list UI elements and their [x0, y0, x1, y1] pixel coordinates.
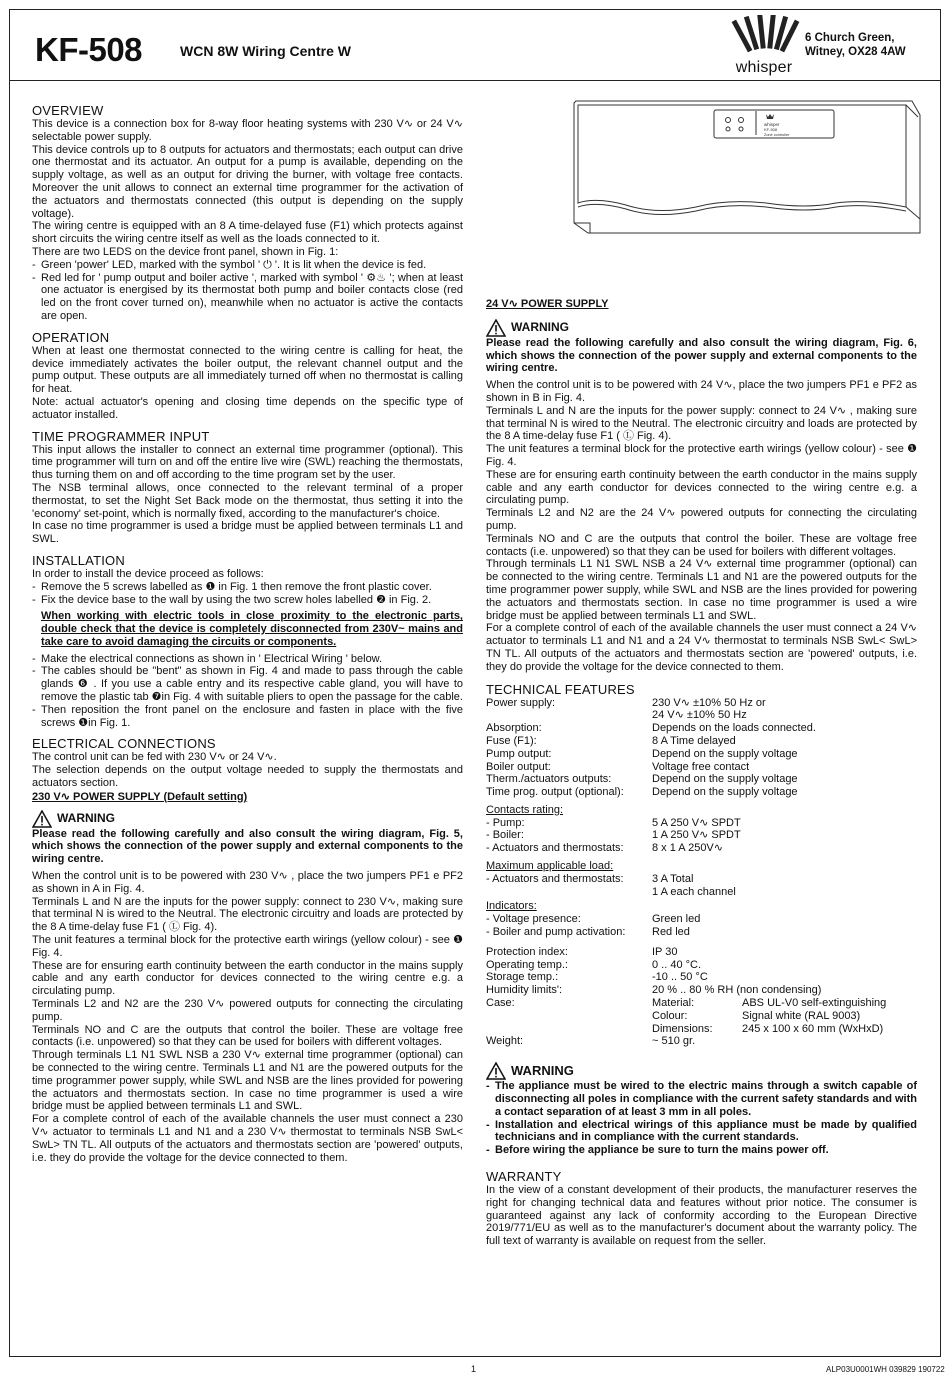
spec-key: - Voltage presence:: [486, 913, 581, 926]
spec-value: 230 V∿ ±10% 50 Hz or: [652, 696, 766, 709]
wiring-centre-drawing: [566, 95, 936, 245]
device-illustration: [566, 95, 936, 245]
list-item: - Make the electrical connections as shown in ' Electrical Wiring ' below.: [32, 653, 463, 666]
power-supply-24-subheading: 24 V∿ POWER SUPPLY: [486, 298, 609, 310]
paragraph: When at least one thermostat connected to the wiring centre is calling for heat, the device immediately activates the boiler output, the relevant channel output and the pump output. These outputs are all immediately turned off when no thermostat is calling for heat.: [32, 344, 463, 396]
spec-value: Colour:: [652, 1009, 688, 1022]
list-item: - Red led for ' pump output and boiler active ', marked with symbol ' ⚙♨ '; when at least one actuator is energised by its thermostat both pump and boiler contacts close (red led on the front cover turned on), meanwhile when no actuator is active the contacts are open.: [32, 272, 463, 323]
document-code: ALP03U0001WH 039829 190722: [826, 1365, 945, 1374]
table-row: [486, 773, 917, 786]
list-item: - Before wiring the appliance be sure to turn the mains power off.: [486, 1144, 917, 1157]
table-row: [486, 971, 917, 984]
spec-key: Humidity limits':: [486, 984, 563, 997]
spec-value: 5 A 250 V∿ SPDT: [652, 816, 741, 829]
device-name-text: Zone controller: [764, 133, 790, 137]
spec-key: [486, 1010, 652, 1023]
spec-value: Depend on the supply voltage: [652, 786, 798, 799]
address-line: 6 Church Green,: [805, 32, 895, 44]
spec-value: 1 A 250 V∿ SPDT: [652, 829, 741, 842]
table-row: [486, 842, 917, 855]
address-line: Witney, OX28 4AW: [805, 46, 906, 58]
spec-value: Green led: [652, 913, 701, 926]
spec-key: Therm./actuators outputs:: [486, 773, 612, 786]
spec-value: 245 x 100 x 60 mm (WxHxD): [742, 1022, 884, 1035]
spec-value: 3 A Total: [652, 872, 694, 885]
table-row: [486, 984, 917, 997]
final-warning-list: [486, 1080, 917, 1157]
spec-key: Weight:: [486, 1035, 524, 1048]
left-column: [32, 103, 463, 1164]
spec-value: IP 30: [652, 945, 678, 958]
table-row: [486, 913, 917, 926]
warning-text: Please read the following carefully and also consult the wiring diagram, Fig. 6, which shows the connection of the power supply and external components to the wiring centre.: [486, 336, 917, 375]
device-brand-text: whisper: [764, 122, 780, 127]
spec-key: [486, 1023, 652, 1036]
paragraph: The NSB terminal allows, once connected to the relevant terminal of a proper thermostat, to set the Night Set Back mode on the thermostat, thus setting it into the 'economy' set-point, which is normally fixed, according to the manufacturer's choice.: [32, 481, 463, 520]
table-row: [486, 1023, 917, 1036]
paragraph: Through terminals L1 N1 SWL NSB a 230 V∿ external time programmer (optional) can be connected to the wiring centre. Terminals L1 and N1 are the powered outputs for the time programmer power supply, while SWL and NSB are the lines provided for powering the actuators and thermostats section. In case no time programmer is used a wire bridge must be applied between terminals L1 and SWL.: [32, 1049, 463, 1113]
spec-value: Material:: [652, 997, 695, 1010]
paragraph: Terminals L and N are the inputs for the power supply: connect to 230 V∿, making sure that terminal N is wired to the Neutral. The electronic circuitry and loads are protected by the 8 A time-delay fuse F1 ( Ⓛ Fig. 4).: [32, 895, 463, 934]
spec-key: Case:: [486, 997, 515, 1010]
table-row: [486, 748, 917, 761]
electrical-heading: ELECTRICAL CONNECTIONS: [32, 736, 216, 752]
warning-label: WARNING: [57, 811, 115, 826]
spec-value: Depend on the supply voltage: [652, 747, 798, 760]
warning-text: Please read the following carefully and also consult the wiring diagram, Fig. 5, which shows the connection of the power supply and external components to the wiring centre.: [32, 827, 463, 866]
spec-key: Absorption:: [486, 722, 542, 735]
table-row: [486, 786, 917, 799]
spec-key: Time prog. output (optional):: [486, 786, 624, 799]
indicators-heading: Indicators:: [486, 900, 537, 913]
company-address: [805, 31, 906, 59]
paragraph: When the control unit is to be powered with 24 V∿, place the two jumpers PF1 e PF2 as shown in B in Fig. 4.: [486, 379, 917, 404]
spec-value: 24 V∿ ±10% 50 Hz: [652, 709, 747, 722]
paragraph: This input allows the installer to connect an external time programmer (optional). This time programmer will turn on and off the entire live wire (SWL) reaching the thermostats, thus turning them on and off according to the time program set by the user.: [32, 443, 463, 482]
warning-triangle-icon: [486, 1062, 506, 1080]
spec-value: ~ 510 gr.: [652, 1035, 696, 1048]
spec-key: - Boiler and pump activation:: [486, 926, 626, 939]
list-item: - Remove the 5 screws labelled as ❶ in Fig. 1 then remove the front plastic cover.: [32, 581, 463, 594]
spec-table: [486, 946, 917, 997]
spec-value: 0 .. 40 °C.: [652, 958, 702, 971]
list-item: - Fix the device base to the wall by using the two screw holes labelled ❷ in Fig. 2.: [32, 594, 463, 607]
paragraph: When the control unit is to be powered with 230 V∿ , place the two jumpers PF1 e PF2 as shown in A in Fig. 4.: [32, 870, 463, 895]
spec-key: [486, 709, 652, 722]
paragraph: Note: actual actuator's opening and closing time depends on the specific type of actuator installed.: [32, 395, 463, 421]
list-item: - Then reposition the front panel on the enclosure and fasten in place with the five screws ❶in Fig. 1.: [32, 704, 463, 730]
spec-table: [486, 913, 917, 939]
spec-value: 8 A Time delayed: [652, 734, 736, 747]
warning-label: WARNING: [511, 320, 569, 335]
warning-title: [32, 810, 463, 828]
paragraph: Terminals L2 and N2 are the 24 V∿ powered outputs for connecting the circulating pump.: [486, 507, 917, 532]
spec-value: Red led: [652, 926, 690, 939]
spec-value: Voltage free contact: [652, 760, 750, 773]
paragraph: Terminals NO and C are the outputs that control the boiler. These are voltage free contacts (i.e. unpowered) so that they can be used for boilers with different voltages.: [32, 1023, 463, 1049]
contacts-rating-heading: Contacts rating:: [486, 803, 564, 816]
spec-key: Storage temp.:: [486, 971, 559, 984]
paragraph: The unit features a terminal block for the protective earth wirings (yellow colour) - see ❶ Fig. 4.: [32, 934, 463, 959]
spec-key: - Actuators and thermostats:: [486, 842, 624, 855]
table-row: [486, 709, 917, 722]
install-steps-list: [32, 653, 463, 730]
led-list: [32, 259, 463, 323]
model-number: KF-508: [35, 31, 143, 68]
paragraph: Terminals L and N are the inputs for the power supply: connect to 24 V∿ , making sure that terminal N is wired to the Neutral. The electronic circuitry and loads are protected by the 8 A time-delay fuse F1 ( Ⓛ Fig. 4).: [486, 404, 917, 443]
right-column: [486, 298, 917, 1248]
operation-heading: OPERATION: [32, 329, 110, 345]
paragraph: The unit features a terminal block for the protective earth wirings (yellow colour) - see ❶ Fig. 4.: [486, 443, 917, 468]
table-row: [486, 873, 917, 886]
paragraph: This device controls up to 8 outputs for actuators and thermostats; each output can drive one thermostat and its actuator. An output for a pump is available, depending on the supply voltage, as well as an output for driving the burner, with voltage free contacts. Moreover the unit allows to connect an external time programmer for the activation of the actuators and thermostats connected (this output is depending on the supply voltage).: [32, 143, 463, 220]
paragraph: Terminals L2 and N2 are the 230 V∿ powered outputs for connecting the circulating pump.: [32, 998, 463, 1023]
list-item: - The cables should be "bent" as shown in Fig. 4 and made to pass through the cable glands ❻ . If you use a cable entry and its respective cable gland, you will have to remove the plastic tab ❼in Fig. 4 with suitable pliers to open the passage for the cable.: [32, 665, 463, 703]
table-row: [486, 761, 917, 774]
spec-key: [486, 886, 652, 899]
table-row: [486, 959, 917, 972]
spec-table: [486, 817, 917, 855]
device-model-text: KF-508: [764, 127, 778, 132]
case-spec-table: [486, 997, 917, 1035]
safety-note: When working with electric tools in close proximity to the electronic parts, double check that the device is completely disconnected from 230V~ mains and take care to avoid damaging the circuits or components.: [41, 610, 463, 648]
spec-key: Protection index:: [486, 945, 568, 958]
spec-key: - Actuators and thermostats:: [486, 872, 624, 885]
spec-value: Depends on the loads connected.: [652, 722, 816, 735]
spec-table: [486, 873, 917, 899]
spec-value: 1 A each channel: [652, 885, 736, 898]
paragraph: Terminals NO and C are the outputs that control the boiler. These are voltage free contacts (i.e. unpowered) so that they can be used for boilers with different voltages.: [486, 532, 917, 558]
list-item: - Green 'power' LED, marked with the symbol ' ⏻ '. It is lit when the device is fed.: [32, 259, 463, 272]
list-item: - The appliance must be wired to the electric mains through a switch capable of disconnecting all poles in compliance with the current safety standards and with a contact separation of at least 3 mm in all poles.: [486, 1080, 917, 1118]
table-row: [486, 1035, 917, 1048]
paragraph: Through terminals L1 N1 SWL NSB a 24 V∿ external time programmer (optional) can be connected to the wiring centre. Terminals L1 and N1 are the powered outputs for the time programmer power supply, while SWL and NSB are the lines provided for powering the actuators and thermostats section. In case no time programmer is used a wire bridge must be applied between terminals L1 and SWL.: [486, 558, 917, 622]
whisper-logo: [719, 15, 809, 79]
paragraph: For a complete control of each of the available channels the user must connect a 230 V∿ actuator to terminals L1 and N1 and a 230 V∿ thermostat to terminals NSB SwL< SwL> TN TL. All outputs of the actuators and thermostats section are 'powered' outputs, i.e. they do provide the voltage for the device connected to them.: [32, 1113, 463, 1164]
page-number: 1: [471, 1364, 477, 1374]
paragraph: This device is a connection box for 8-way floor heating systems with 230 V∿ or 24 V∿ selectable power supply.: [32, 118, 463, 143]
spec-value: 20 % .. 80 % RH (non condensing): [652, 984, 822, 997]
warning-title: [486, 1062, 917, 1080]
power-supply-230-subheading: 230 V∿ POWER SUPPLY (Default setting): [32, 790, 248, 803]
table-row: [486, 946, 917, 959]
paragraph: These are for ensuring earth continuity between the earth conductor in the mains supply cable and any earth conductor for devices connected to the wiring centre e.g. a circulating pump.: [32, 959, 463, 998]
spec-value: Depend on the supply voltage: [652, 773, 798, 786]
spec-key: Fuse (F1):: [486, 734, 537, 747]
paragraph: In case no time programmer is used a bridge must be applied between terminals L1 and SWL.: [32, 520, 463, 546]
logo-wordmark: whisper: [735, 59, 793, 76]
table-row: [486, 697, 917, 710]
paragraph: For a complete control of each of the available channels the user must connect a 24 V∿ actuator to terminals L1 and N1 and a 24 V∿ thermostat to terminals NSB SwL< SwL> TN TL. All outputs of the actuators and thermostats section are 'powered' outputs, i.e. they do provide the voltage for the device connected to them.: [486, 622, 917, 673]
spec-key: Pump output:: [486, 747, 552, 760]
table-row: [486, 722, 917, 735]
spec-value: Signal white (RAL 9003): [742, 1009, 861, 1022]
table-row: [486, 829, 917, 842]
warning-label: WARNING: [511, 1062, 574, 1078]
table-row: [486, 926, 917, 939]
table-row: [486, 735, 917, 748]
spec-table: [486, 697, 917, 799]
overview-heading: OVERVIEW: [32, 103, 104, 118]
paragraph: The control unit can be fed with 230 V∿ or 24 V∿.: [32, 751, 277, 764]
installation-heading: INSTALLATION: [32, 552, 125, 568]
spec-key: - Boiler:: [486, 829, 524, 842]
table-row: [486, 997, 917, 1010]
warning-title: [486, 319, 917, 337]
product-name: WCN 8W Wiring Centre W: [180, 43, 351, 59]
paragraph: The selection depends on the output voltage needed to supply the thermostats and actuators section.: [32, 764, 463, 790]
paragraph: These are for ensuring earth continuity between the earth conductor in the mains supply cable and any earth conductor for devices connected to the wiring centre e.g. a circulating pump.: [486, 468, 917, 507]
spec-table: [486, 1035, 917, 1048]
spec-value: -10 .. 50 °C: [652, 971, 708, 984]
spec-key: - Pump:: [486, 816, 525, 829]
table-row: [486, 1010, 917, 1023]
table-row: [486, 886, 917, 899]
technical-features-heading: TECHNICAL FEATURES: [486, 681, 635, 697]
paragraph: In order to install the device proceed as follows:: [32, 567, 264, 580]
paragraph: There are two LEDS on the device front panel, shown in Fig. 1:: [32, 245, 339, 258]
spec-key: Power supply:: [486, 696, 556, 709]
warning-triangle-icon: [486, 319, 506, 337]
logo-mark-icon: [719, 15, 809, 59]
spec-value: 8 x 1 A 250V∿: [652, 842, 723, 855]
spec-key: Operating temp.:: [486, 958, 568, 971]
spec-value: Dimensions:: [652, 1022, 713, 1035]
document-header: [9, 9, 941, 81]
install-steps-list: [32, 581, 463, 607]
time-programmer-heading: TIME PROGRAMMER INPUT: [32, 428, 210, 444]
list-item: - Installation and electrical wirings of this appliance must be made by qualified technicians and in compliance with the current standards.: [486, 1119, 917, 1145]
warranty-heading: WARRANTY: [486, 1169, 562, 1185]
spec-key: Boiler output:: [486, 760, 551, 773]
spec-value: ABS UL-V0 self-extinguishing: [742, 997, 887, 1010]
paragraph: The wiring centre is equipped with an 8 A time-delayed fuse (F1) which protects against short circuits the wiring centre itself as well as the loads connected to it.: [32, 220, 463, 246]
table-row: [486, 817, 917, 830]
warning-triangle-icon: [32, 810, 52, 828]
paragraph: In the view of a constant development of their products, the manufacturer reserves the right for changing technical data and features without prior notice. The consumer is guaranteed against any lack of conformity according to the European Directive 2019/771/EU as well as to the manufacturer's document about the warranty policy. The full text of warranty is available on request from the seller.: [486, 1184, 917, 1248]
max-load-heading: Maximum applicable load:: [486, 860, 614, 873]
